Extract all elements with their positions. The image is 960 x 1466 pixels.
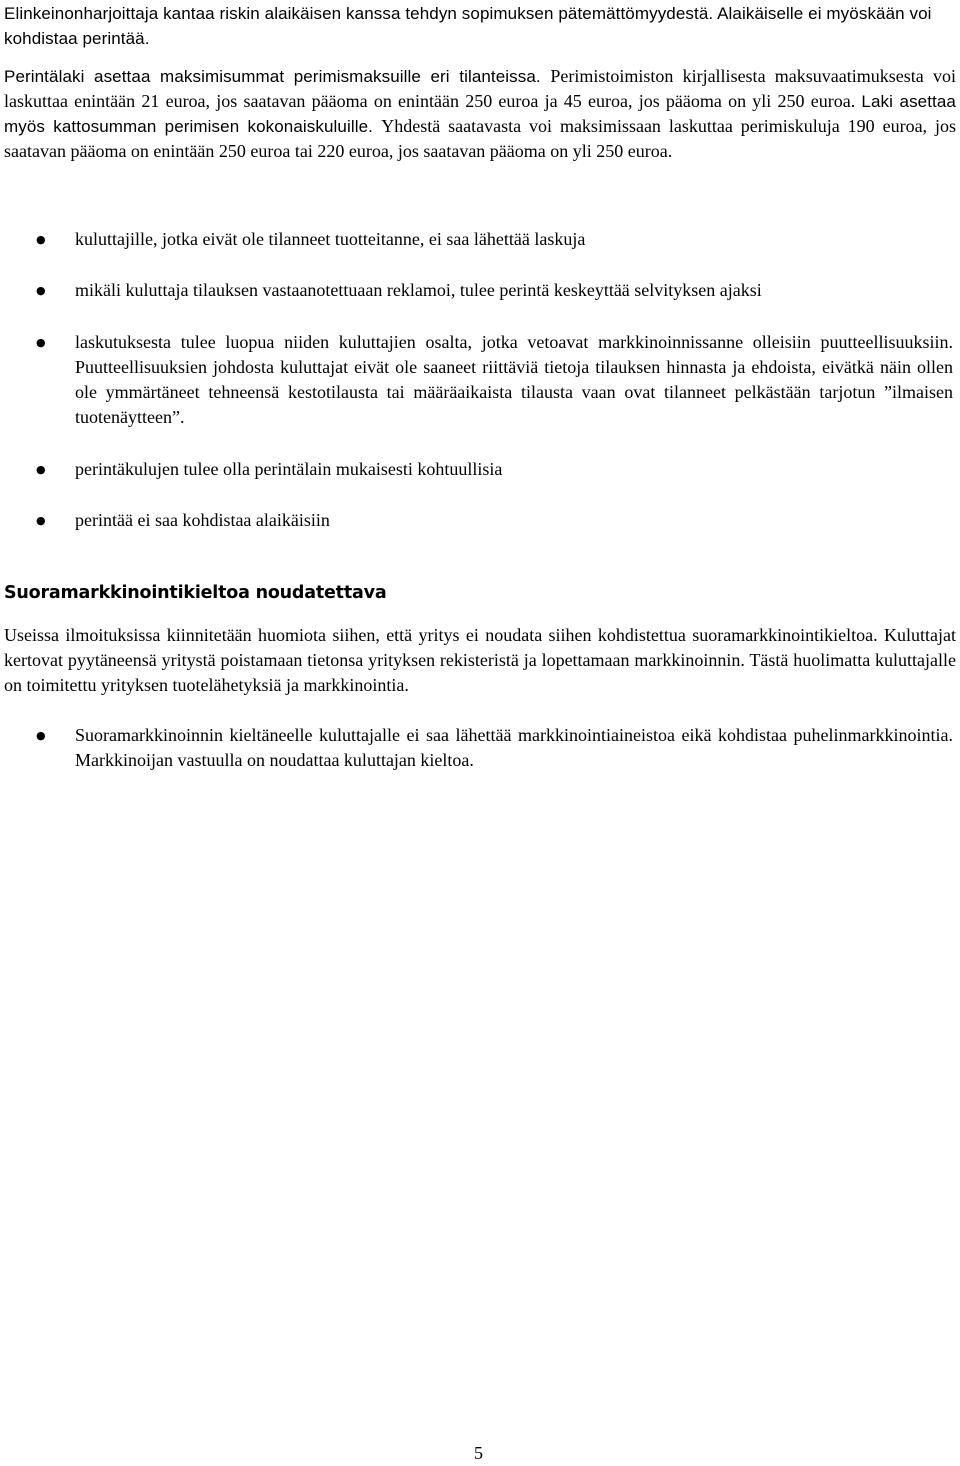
bullet-icon: ● [36, 514, 46, 527]
page-number: 5 [474, 1443, 483, 1463]
list-item-text: perintäkulujen tulee olla perintälain mukaisesti kohtuullisia [75, 459, 503, 479]
bullet-icon: ● [36, 284, 46, 297]
section-heading: Suoramarkkinointikieltoa noudatettava [4, 583, 387, 603]
paragraph-minor-risk [4, 1, 956, 51]
paragraph-text: Elinkeinonharjoittaja kantaa riskin alaikäisen kanssa tehdyn sopimuksen pätemättömyydestä. Alaikäiselle ei myöskään voi kohdistaa perintää. [4, 4, 932, 48]
list-item-text: Suoramarkkinoinnin kieltäneelle kuluttajalle ei saa lähettää markkinointiaineistoa eikä kohdistaa puhelinmarkkinointia. Markkinoijan vastuulla on noudattaa kuluttajan kieltoa. [75, 725, 953, 770]
list-item-text: mikäli kuluttaja tilauksen vastaanotettuaan reklamoi, tulee perintä keskeyttää selvityksen ajaksi [75, 280, 762, 300]
paragraph-run: Perimistoimiston kirjallisesta maksuvaatimuksesta voi laskuttaa enintään 21 euroa, jos saatavan pääoma on enintään 250 euroa ja 45 euroa, jos pääoma on yli 250 euroa. [4, 66, 956, 111]
paragraph-run: Laki asettaa myös kattosumman perimisen kokonaiskuluille. [4, 92, 956, 136]
paragraph-collection-fees [4, 64, 956, 164]
list-item-text: laskutuksesta tulee luopua niiden kuluttajien osalta, jotka vetoavat markkinoinnissanne olleisiin puutteellisuuksiin. Puutteellisuuksien johdosta kuluttajat eivät ole saaneet riittäviä tietoja tilauksen hinnasta ja ehdoista, eivätkä näin ollen ole ymmärtäneet tehneensä kestotilausta tai määräaikaista tilausta vaan ovat tilanneet pelkästään tarjotun ”ilmaisen tuotenäytteen”. [75, 332, 953, 427]
bullet-icon: ● [36, 463, 46, 476]
list-item-text: kuluttajille, jotka eivät ole tilanneet tuotteitanne, ei saa lähettää laskuja [75, 229, 586, 249]
list-item-text: perintää ei saa kohdistaa alaikäisiin [75, 510, 330, 530]
bullet-icon: ● [36, 233, 46, 246]
paragraph-direct-marketing: Useissa ilmoituksissa kiinnitetään huomiota siihen, että yritys ei noudata siihen kohdistettua suoramarkkinointikieltoa. Kuluttajat kertovat pyytäneensä yritystä poistamaan tietonsa yrityksen rekisteristä ja lopettamaan markkinoinnin. Tästä huolimatta kuluttajalle on toimitettu yrityksen tuotelähetyksiä ja markkinointia. [4, 625, 956, 695]
bullet-icon: ● [36, 729, 46, 742]
paragraph-run: Perintälaki asettaa maksimisummat perimismaksuille eri tilanteissa. [4, 67, 551, 86]
bullet-icon: ● [36, 336, 46, 349]
paragraph-run: Yhdestä saatavasta voi maksimissaan laskuttaa perimiskuluja 190 euroa, jos saatavan pääoma on enintään 250 euroa tai 220 euroa, jos saatavan pääoma on yli 250 euroa. [4, 116, 956, 161]
